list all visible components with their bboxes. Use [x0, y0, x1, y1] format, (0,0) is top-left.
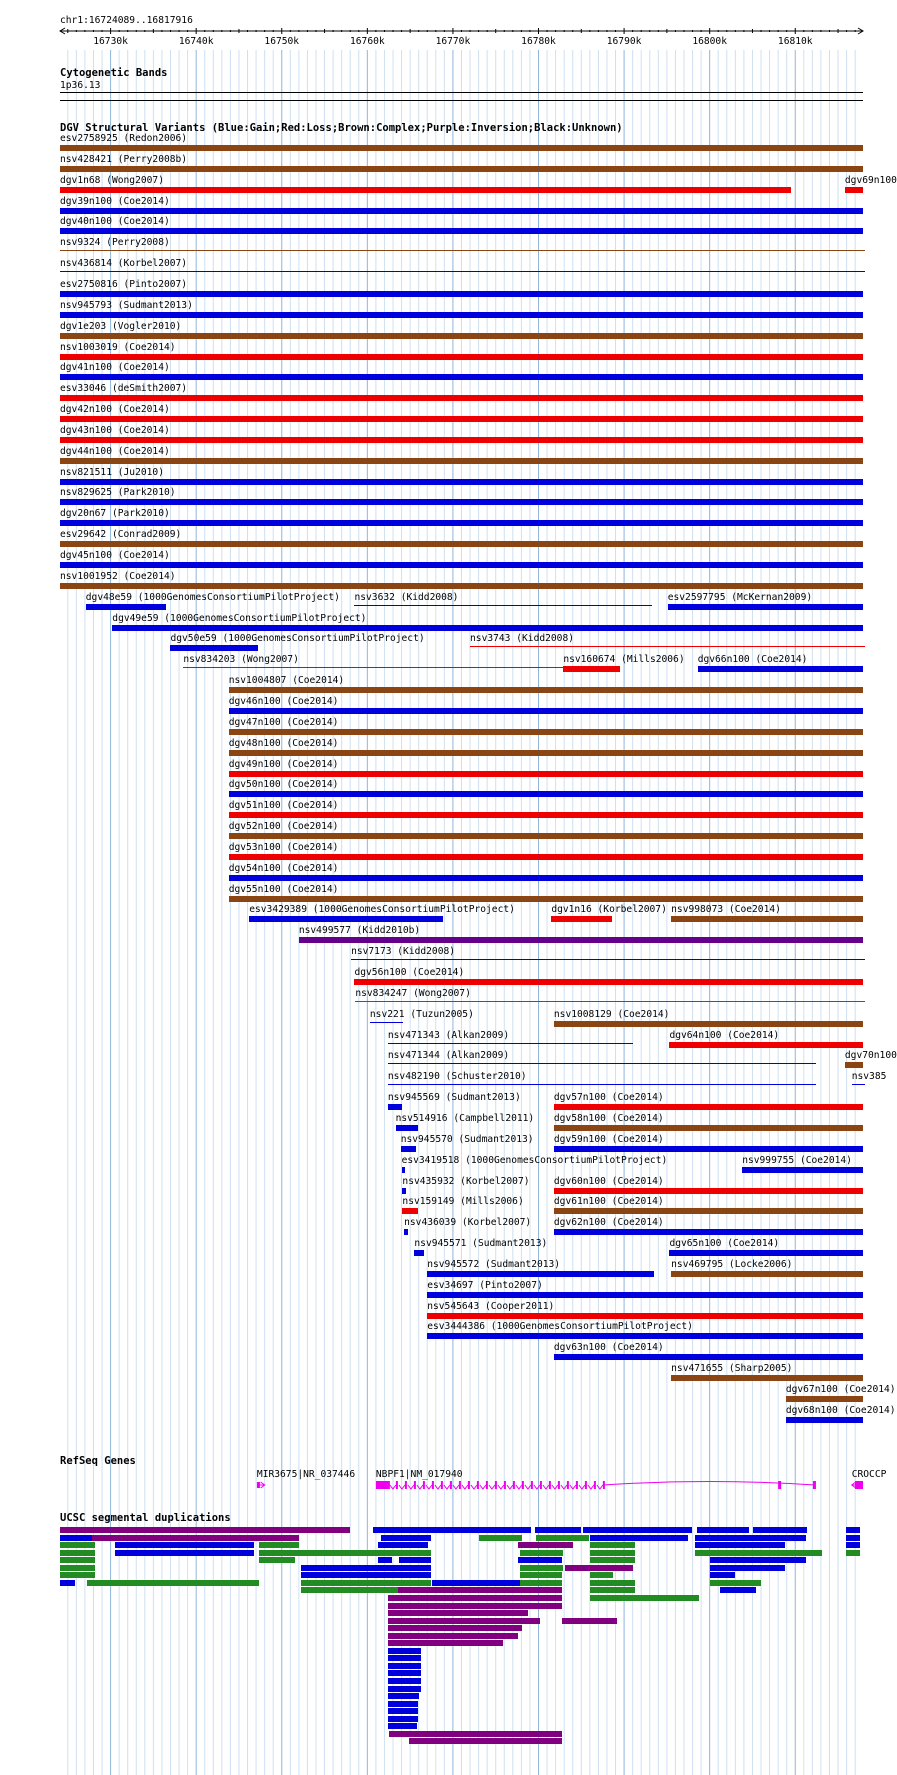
dgv-feature-label: nsv834203 (Wong2007) — [183, 654, 299, 666]
cytoband-ideogram[interactable] — [60, 92, 863, 93]
segdup-block[interactable] — [846, 1542, 861, 1548]
segdup-block[interactable] — [590, 1572, 613, 1578]
dgv-feature-label: nsv385 — [851, 1071, 887, 1083]
cytoband-label: 1p36.13 — [60, 80, 101, 91]
segdup-block[interactable] — [398, 1587, 561, 1593]
dgv-feature-label: nsv545643 (Cooper2011) — [427, 1300, 555, 1312]
dgv-feature-bar[interactable] — [229, 771, 863, 777]
dgv-feature-bar[interactable] — [402, 1167, 405, 1173]
dgv-feature-bar[interactable] — [60, 166, 863, 172]
segdup-block[interactable] — [388, 1701, 418, 1707]
dgv-feature-bar[interactable] — [388, 1043, 633, 1044]
segdup-block[interactable] — [301, 1572, 431, 1578]
dgv-feature-bar[interactable] — [60, 583, 863, 589]
dgv-feature-label: dgv48e59 (1000GenomesConsortiumPilotProject) — [85, 591, 340, 603]
segdup-block[interactable] — [388, 1655, 421, 1661]
segdup-block[interactable] — [389, 1731, 562, 1737]
dgv-feature-bar[interactable] — [671, 916, 863, 922]
segdup-block[interactable] — [259, 1542, 299, 1548]
dgv-feature-bar[interactable] — [669, 1042, 863, 1048]
segdup-block[interactable] — [60, 1550, 95, 1556]
dgv-feature-label: nsv945570 (Sudmant2013) — [400, 1133, 534, 1145]
segdup-block[interactable] — [388, 1663, 421, 1669]
segdup-block[interactable] — [388, 1610, 528, 1616]
segdup-block[interactable] — [536, 1535, 589, 1541]
dgv-feature-label: nsv821511 (Ju2010) — [60, 466, 164, 478]
dgv-feature-label: dgv47n100 (Coe2014) — [228, 716, 339, 728]
dgv-feature-bar[interactable] — [402, 1188, 405, 1194]
refseq-gene-label: MIR3675|NR_037446 — [256, 1469, 356, 1480]
segdup-block[interactable] — [60, 1572, 95, 1578]
coordinates-label: chr1:16724089..16817916 — [60, 15, 193, 26]
dgv-feature-label: dgv43n100 (Coe2014) — [60, 424, 170, 436]
dgv-feature-bar[interactable] — [554, 1188, 863, 1194]
segdup-block[interactable] — [710, 1572, 736, 1578]
dgv-feature-label: nsv159149 (Mills2006) — [402, 1196, 524, 1208]
segdup-block[interactable] — [60, 1527, 350, 1533]
dgv-feature-bar[interactable] — [60, 416, 863, 422]
dgv-feature-bar[interactable] — [427, 1271, 654, 1277]
dgv-feature-label: dgv58n100 (Coe2014) — [553, 1112, 664, 1124]
dgv-feature-bar[interactable] — [404, 1229, 407, 1235]
dgv-feature-bar[interactable] — [388, 1104, 402, 1110]
dgv-feature-label: dgv68n100 (Coe2014) — [785, 1404, 896, 1416]
segdup-block[interactable] — [590, 1550, 635, 1556]
segdup-block[interactable] — [60, 1580, 75, 1586]
dgv-feature-label: dgv54n100 (Coe2014) — [228, 862, 339, 874]
dgv-feature-bar[interactable] — [60, 208, 863, 214]
dgv-feature-bar[interactable] — [183, 667, 564, 668]
ruler-tick-label: 16810k — [777, 36, 813, 47]
dgv-feature-bar[interactable] — [249, 916, 442, 922]
dgv-feature-bar[interactable] — [60, 187, 791, 193]
dgv-feature-bar[interactable] — [229, 812, 863, 818]
dgv-feature-bar[interactable] — [229, 708, 863, 714]
segdup-block[interactable] — [399, 1557, 431, 1563]
segdup-block[interactable] — [583, 1527, 692, 1533]
dgv-feature-label: dgv49e59 (1000GenomesConsortiumPilotProject) — [112, 612, 367, 624]
dgv-feature-bar[interactable] — [229, 750, 863, 756]
dgv-feature-bar[interactable] — [60, 145, 863, 151]
segdup-block[interactable] — [388, 1625, 522, 1631]
dgv-feature-bar[interactable] — [427, 1313, 863, 1319]
dgv-feature-label: nsv469795 (Locke2006) — [671, 1258, 793, 1270]
segdup-block[interactable] — [590, 1542, 635, 1548]
segdup-block[interactable] — [388, 1633, 518, 1639]
dgv-feature-bar[interactable] — [229, 791, 863, 797]
segdup-block[interactable] — [388, 1708, 418, 1714]
dgv-feature-bar[interactable] — [170, 645, 257, 651]
segdup-block[interactable] — [301, 1565, 431, 1571]
dgv-feature-label: dgv65n100 (Coe2014) — [669, 1238, 780, 1250]
segdup-block[interactable] — [695, 1542, 785, 1548]
dgv-feature-label: nsv471344 (Alkan2009) — [387, 1050, 510, 1062]
refseq-gene-label: NBPF1|NM_017940 — [375, 1469, 463, 1480]
dgv-feature-label: dgv70n100 — [844, 1050, 897, 1062]
dgv-feature-label: nsv945569 (Sudmant2013) — [387, 1092, 521, 1104]
dgv-feature-label: esv33046 (deSmith2007) — [60, 383, 188, 395]
dgv-feature-label: dgv49n100 (Coe2014) — [228, 758, 339, 770]
dgv-feature-bar[interactable] — [427, 1333, 863, 1339]
dgv-feature-bar[interactable] — [563, 666, 619, 672]
segdup-block[interactable] — [710, 1565, 785, 1571]
dgv-feature-label: dgv57n100 (Coe2014) — [553, 1092, 664, 1104]
segdup-block[interactable] — [846, 1550, 861, 1556]
dgv-feature-label: nsv945572 (Sudmant2013) — [427, 1258, 561, 1270]
dgv-feature-label: nsv3743 (Kidd2008) — [470, 633, 574, 645]
dgv-feature-label: dgv51n100 (Coe2014) — [228, 800, 339, 812]
segdup-block[interactable] — [388, 1640, 503, 1646]
dgv-feature-bar[interactable] — [60, 374, 863, 380]
dgv-feature-label: dgv1n68 (Wong2007) — [60, 174, 164, 186]
dgv-feature-label: dgv56n100 (Coe2014) — [354, 967, 465, 978]
dgv-feature-label: nsv7173 (Kidd2008) — [351, 946, 456, 958]
dgv-feature-label: dgv67n100 (Coe2014) — [785, 1384, 896, 1395]
dgv-feature-bar[interactable] — [351, 959, 865, 960]
dgv-feature-label: esv3429389 (1000GenomesConsortiumPilotProject) — [249, 904, 515, 916]
dgv-feature-bar[interactable] — [60, 479, 863, 485]
dgv-feature-label: nsv9324 (Perry2008) — [60, 237, 170, 249]
refseq-gene-label: CROCCP — [851, 1469, 887, 1480]
dgv-feature-bar[interactable] — [60, 354, 863, 360]
refseq-gene-model[interactable] — [376, 1481, 816, 1489]
dgv-feature-bar[interactable] — [229, 729, 863, 735]
ruler-tick-label: 16780k — [521, 36, 556, 47]
dgv-feature-bar[interactable] — [60, 458, 863, 464]
segdup-block[interactable] — [518, 1542, 573, 1548]
dgv-feature-label: nsv945793 (Sudmant2013) — [60, 299, 193, 311]
segdup-block[interactable] — [432, 1580, 519, 1586]
cytoband-track-title: Cytogenetic Bands — [60, 67, 168, 79]
dgv-feature-label: nsv435932 (Korbel2007) — [402, 1175, 530, 1187]
segdup-block[interactable] — [388, 1670, 421, 1676]
segdup-block[interactable] — [720, 1587, 756, 1593]
dgv-feature-label: dgv60n100 (Coe2014) — [553, 1175, 664, 1187]
dgv-feature-bar[interactable] — [852, 1084, 865, 1085]
dgv-feature-bar[interactable] — [554, 1208, 863, 1214]
segdup-block[interactable] — [60, 1542, 95, 1548]
dgv-feature-bar[interactable] — [671, 1375, 863, 1381]
dgv-feature-label: dgv59n100 (Coe2014) — [553, 1133, 664, 1145]
dgv-feature-bar[interactable] — [370, 1022, 403, 1023]
ruler[interactable] — [0, 26, 890, 50]
dgv-feature-label: nsv998073 (Coe2014) — [671, 904, 781, 916]
ruler-tick-label: 16760k — [350, 36, 385, 47]
dgv-feature-label: esv2750816 (Pinto2007) — [60, 278, 188, 290]
dgv-feature-label: dgv41n100 (Coe2014) — [60, 362, 170, 374]
dgv-feature-bar[interactable] — [554, 1125, 863, 1131]
dgv-feature-label: dgv62n100 (Coe2014) — [553, 1217, 664, 1229]
dgv-feature-label: dgv55n100 (Coe2014) — [228, 883, 339, 895]
segdup-block[interactable] — [295, 1550, 431, 1556]
dgv-feature-label: dgv48n100 (Coe2014) — [228, 737, 339, 749]
dgv-feature-label: nsv160674 (Mills2006) — [563, 654, 685, 666]
dgv-track-title: DGV Structural Variants (Blue:Gain;Red:Loss;Brown:Complex;Purple:Inversion;Black:Unknown) — [60, 122, 623, 134]
dgv-feature-label: nsv436814 (Korbel2007) — [60, 258, 188, 270]
dgv-feature-label: dgv53n100 (Coe2014) — [228, 841, 339, 853]
dgv-feature-bar[interactable] — [354, 979, 863, 985]
dgv-feature-bar[interactable] — [355, 1001, 865, 1002]
dgv-feature-bar[interactable] — [60, 562, 863, 568]
dgv-feature-label: esv3444386 (1000GenomesConsortiumPilotProject) — [427, 1321, 693, 1333]
segdup-block[interactable] — [388, 1716, 418, 1722]
dgv-feature-label: dgv61n100 (Coe2014) — [553, 1196, 664, 1208]
dgv-feature-label: nsv3632 (Kidd2008) — [354, 591, 459, 603]
segdup-block[interactable] — [388, 1723, 417, 1729]
track-separator — [60, 100, 863, 101]
segdup-block[interactable] — [710, 1580, 761, 1586]
dgv-feature-label: esv2597795 (McKernan2009) — [667, 591, 813, 603]
dgv-feature-label: dgv39n100 (Coe2014) — [60, 195, 170, 207]
segdup-block[interactable] — [388, 1618, 540, 1624]
dgv-feature-bar[interactable] — [229, 687, 863, 693]
dgv-feature-bar[interactable] — [414, 1250, 423, 1256]
dgv-feature-bar[interactable] — [229, 854, 863, 860]
ruler-tick-label: 16770k — [435, 36, 471, 47]
dgv-feature-label: nsv436039 (Korbel2007) — [404, 1217, 532, 1229]
segdup-block[interactable] — [520, 1565, 564, 1571]
dgv-feature-label: dgv46n100 (Coe2014) — [228, 695, 339, 707]
dgv-feature-bar[interactable] — [401, 1146, 416, 1152]
dgv-feature-label: nsv999755 (Coe2014) — [742, 1154, 852, 1166]
segdup-block[interactable] — [115, 1550, 255, 1556]
dgv-feature-bar[interactable] — [427, 1292, 863, 1298]
dgv-feature-bar[interactable] — [742, 1167, 863, 1173]
segdup-block[interactable] — [590, 1557, 635, 1563]
dgv-feature-bar[interactable] — [299, 937, 863, 943]
refseq-track — [0, 1468, 890, 1498]
dgv-feature-label: dgv40n100 (Coe2014) — [60, 216, 170, 228]
segdup-block[interactable] — [590, 1587, 635, 1593]
segdup-block[interactable] — [695, 1535, 806, 1541]
dgv-feature-label: dgv1e203 (Vogler2010) — [60, 320, 182, 332]
dgv-feature-bar[interactable] — [388, 1084, 816, 1085]
refseq-gene-model[interactable] — [852, 1481, 863, 1489]
refseq-track-title: RefSeq Genes — [60, 1455, 136, 1467]
segdup-block[interactable] — [846, 1535, 861, 1541]
segdup-block[interactable] — [388, 1678, 421, 1684]
ruler-tick-label: 16750k — [264, 36, 300, 47]
dgv-feature-bar[interactable] — [470, 646, 865, 647]
segdup-block[interactable] — [388, 1595, 562, 1601]
dgv-feature-bar[interactable] — [60, 395, 863, 401]
dgv-feature-label: dgv63n100 (Coe2014) — [553, 1342, 664, 1354]
dgv-feature-bar[interactable] — [60, 541, 863, 547]
dgv-feature-bar[interactable] — [554, 1021, 863, 1027]
dgv-feature-label: nsv221 (Tuzun2005) — [369, 1008, 474, 1020]
segdup-block[interactable] — [388, 1648, 421, 1654]
dgv-feature-label: nsv471343 (Alkan2009) — [387, 1029, 510, 1041]
segdup-block[interactable] — [92, 1535, 299, 1541]
dgv-feature-label: dgv45n100 (Coe2014) — [60, 550, 170, 561]
dgv-feature-label: dgv1n16 (Korbel2007) — [551, 904, 667, 916]
dgv-feature-bar[interactable] — [60, 520, 863, 526]
dgv-feature-bar[interactable] — [554, 1104, 863, 1110]
dgv-feature-label: nsv471655 (Sharp2005) — [671, 1363, 793, 1375]
dgv-feature-label: nsv428421 (Perry2008b) — [60, 153, 188, 165]
dgv-feature-bar[interactable] — [845, 187, 863, 193]
dgv-feature-bar[interactable] — [229, 896, 863, 902]
dgv-feature-bar[interactable] — [554, 1146, 863, 1152]
dgv-feature-bar[interactable] — [354, 605, 651, 606]
segdup-block[interactable] — [378, 1542, 428, 1548]
dgv-feature-bar[interactable] — [671, 1271, 863, 1277]
dgv-feature-bar[interactable] — [668, 604, 863, 610]
segdup-block[interactable] — [381, 1535, 431, 1541]
dgv-feature-bar[interactable] — [60, 228, 863, 234]
dgv-feature-label: dgv66n100 (Coe2014) — [697, 654, 808, 666]
segdup-block[interactable] — [753, 1527, 807, 1533]
dgv-feature-bar[interactable] — [60, 271, 865, 272]
segdup-block[interactable] — [388, 1603, 562, 1609]
dgv-feature-bar[interactable] — [551, 916, 612, 922]
dgv-feature-label: nsv1003019 (Coe2014) — [60, 341, 176, 353]
dgv-feature-bar[interactable] — [60, 499, 863, 505]
dgv-feature-label: dgv64n100 (Coe2014) — [669, 1029, 780, 1041]
segdup-block[interactable] — [388, 1686, 421, 1692]
dgv-feature-label: nsv1008129 (Coe2014) — [553, 1008, 670, 1020]
dgv-feature-label: nsv829625 (Park2010) — [60, 487, 176, 499]
segdup-block[interactable] — [590, 1580, 635, 1586]
dgv-feature-label: esv34697 (Pinto2007) — [427, 1279, 543, 1291]
segdup-block[interactable] — [590, 1535, 688, 1541]
dgv-feature-bar[interactable] — [786, 1396, 863, 1402]
refseq-gene-model[interactable] — [257, 1482, 265, 1488]
dgv-feature-bar[interactable] — [698, 666, 863, 672]
segdup-block[interactable] — [60, 1535, 92, 1541]
dgv-feature-bar[interactable] — [554, 1229, 863, 1235]
dgv-feature-bar[interactable] — [388, 1063, 816, 1064]
dgv-feature-label: esv2758925 (Redon2006) — [60, 133, 188, 144]
dgv-feature-label: nsv1001952 (Coe2014) — [60, 570, 176, 582]
dgv-feature-bar[interactable] — [402, 1208, 417, 1214]
ruler-tick-label: 16740k — [178, 36, 214, 47]
segdup-block[interactable] — [479, 1535, 523, 1541]
dgv-feature-label: dgv50e59 (1000GenomesConsortiumPilotProject) — [170, 633, 425, 645]
segdup-block[interactable] — [565, 1565, 633, 1571]
dgv-feature-bar[interactable] — [554, 1354, 863, 1360]
segdup-block[interactable] — [388, 1693, 419, 1699]
dgv-feature-label: nsv834247 (Wong2007) — [355, 987, 471, 999]
dgv-feature-bar[interactable] — [86, 604, 166, 610]
dgv-feature-label: nsv945571 (Sudmant2013) — [414, 1238, 548, 1250]
dgv-feature-label: nsv514916 (Campbell2011) — [395, 1112, 535, 1124]
dgv-feature-label: esv3419518 (1000GenomesConsortiumPilotProject) — [401, 1154, 668, 1166]
segdup-block[interactable] — [590, 1595, 699, 1601]
segdup-block[interactable] — [301, 1587, 399, 1593]
dgv-feature-label: dgv42n100 (Coe2014) — [60, 404, 170, 416]
segdup-block[interactable] — [535, 1527, 581, 1533]
segdup-block[interactable] — [520, 1580, 563, 1586]
ruler-tick-label: 16730k — [93, 36, 128, 47]
segdup-block[interactable] — [259, 1550, 295, 1556]
dgv-feature-bar[interactable] — [786, 1417, 863, 1423]
dgv-feature-label: nsv482190 (Schuster2010) — [387, 1071, 527, 1083]
dgv-feature-bar[interactable] — [60, 312, 863, 318]
segdup-block[interactable] — [259, 1557, 295, 1563]
dgv-feature-bar[interactable] — [60, 333, 863, 339]
dgv-feature-bar[interactable] — [60, 437, 863, 443]
segdup-block[interactable] — [520, 1550, 564, 1556]
dgv-feature-bar[interactable] — [112, 625, 863, 631]
segdup-track-title: UCSC segmental duplications — [60, 1512, 231, 1524]
segdup-block[interactable] — [409, 1738, 561, 1744]
dgv-feature-bar[interactable] — [60, 291, 863, 297]
segdup-block[interactable] — [518, 1557, 562, 1563]
segdup-block[interactable] — [60, 1565, 95, 1571]
segdup-block[interactable] — [846, 1527, 861, 1533]
dgv-feature-bar[interactable] — [845, 1062, 863, 1068]
dgv-feature-bar[interactable] — [229, 875, 863, 881]
segdup-block[interactable] — [115, 1542, 255, 1548]
segdup-block[interactable] — [695, 1550, 822, 1556]
segdup-block[interactable] — [87, 1580, 258, 1586]
segdup-block[interactable] — [378, 1557, 392, 1563]
dgv-feature-bar[interactable] — [669, 1250, 863, 1256]
dgv-feature-label: dgv20n67 (Park2010) — [60, 508, 170, 520]
segdup-block[interactable] — [697, 1527, 749, 1533]
dgv-feature-bar[interactable] — [229, 833, 863, 839]
segdup-block[interactable] — [562, 1618, 617, 1624]
segdup-block[interactable] — [60, 1557, 95, 1563]
segdup-block[interactable] — [373, 1527, 530, 1533]
dgv-feature-label: dgv44n100 (Coe2014) — [60, 445, 170, 457]
dgv-feature-label: dgv50n100 (Coe2014) — [228, 779, 339, 791]
dgv-feature-label: nsv1004807 (Coe2014) — [228, 675, 345, 687]
ruler-tick-label: 16790k — [606, 36, 642, 47]
dgv-feature-label: dgv52n100 (Coe2014) — [228, 821, 339, 833]
ruler-tick-label: 16800k — [692, 36, 727, 47]
segdup-block[interactable] — [301, 1580, 431, 1586]
dgv-feature-bar[interactable] — [396, 1125, 418, 1131]
dgv-feature-label: esv29642 (Conrad2009) — [60, 529, 182, 541]
dgv-feature-bar[interactable] — [60, 250, 865, 251]
dgv-feature-label: nsv499577 (Kidd2010b) — [298, 925, 421, 937]
dgv-feature-label: dgv69n100 — [844, 174, 897, 186]
segdup-block[interactable] — [520, 1572, 563, 1578]
segdup-block[interactable] — [710, 1557, 807, 1563]
